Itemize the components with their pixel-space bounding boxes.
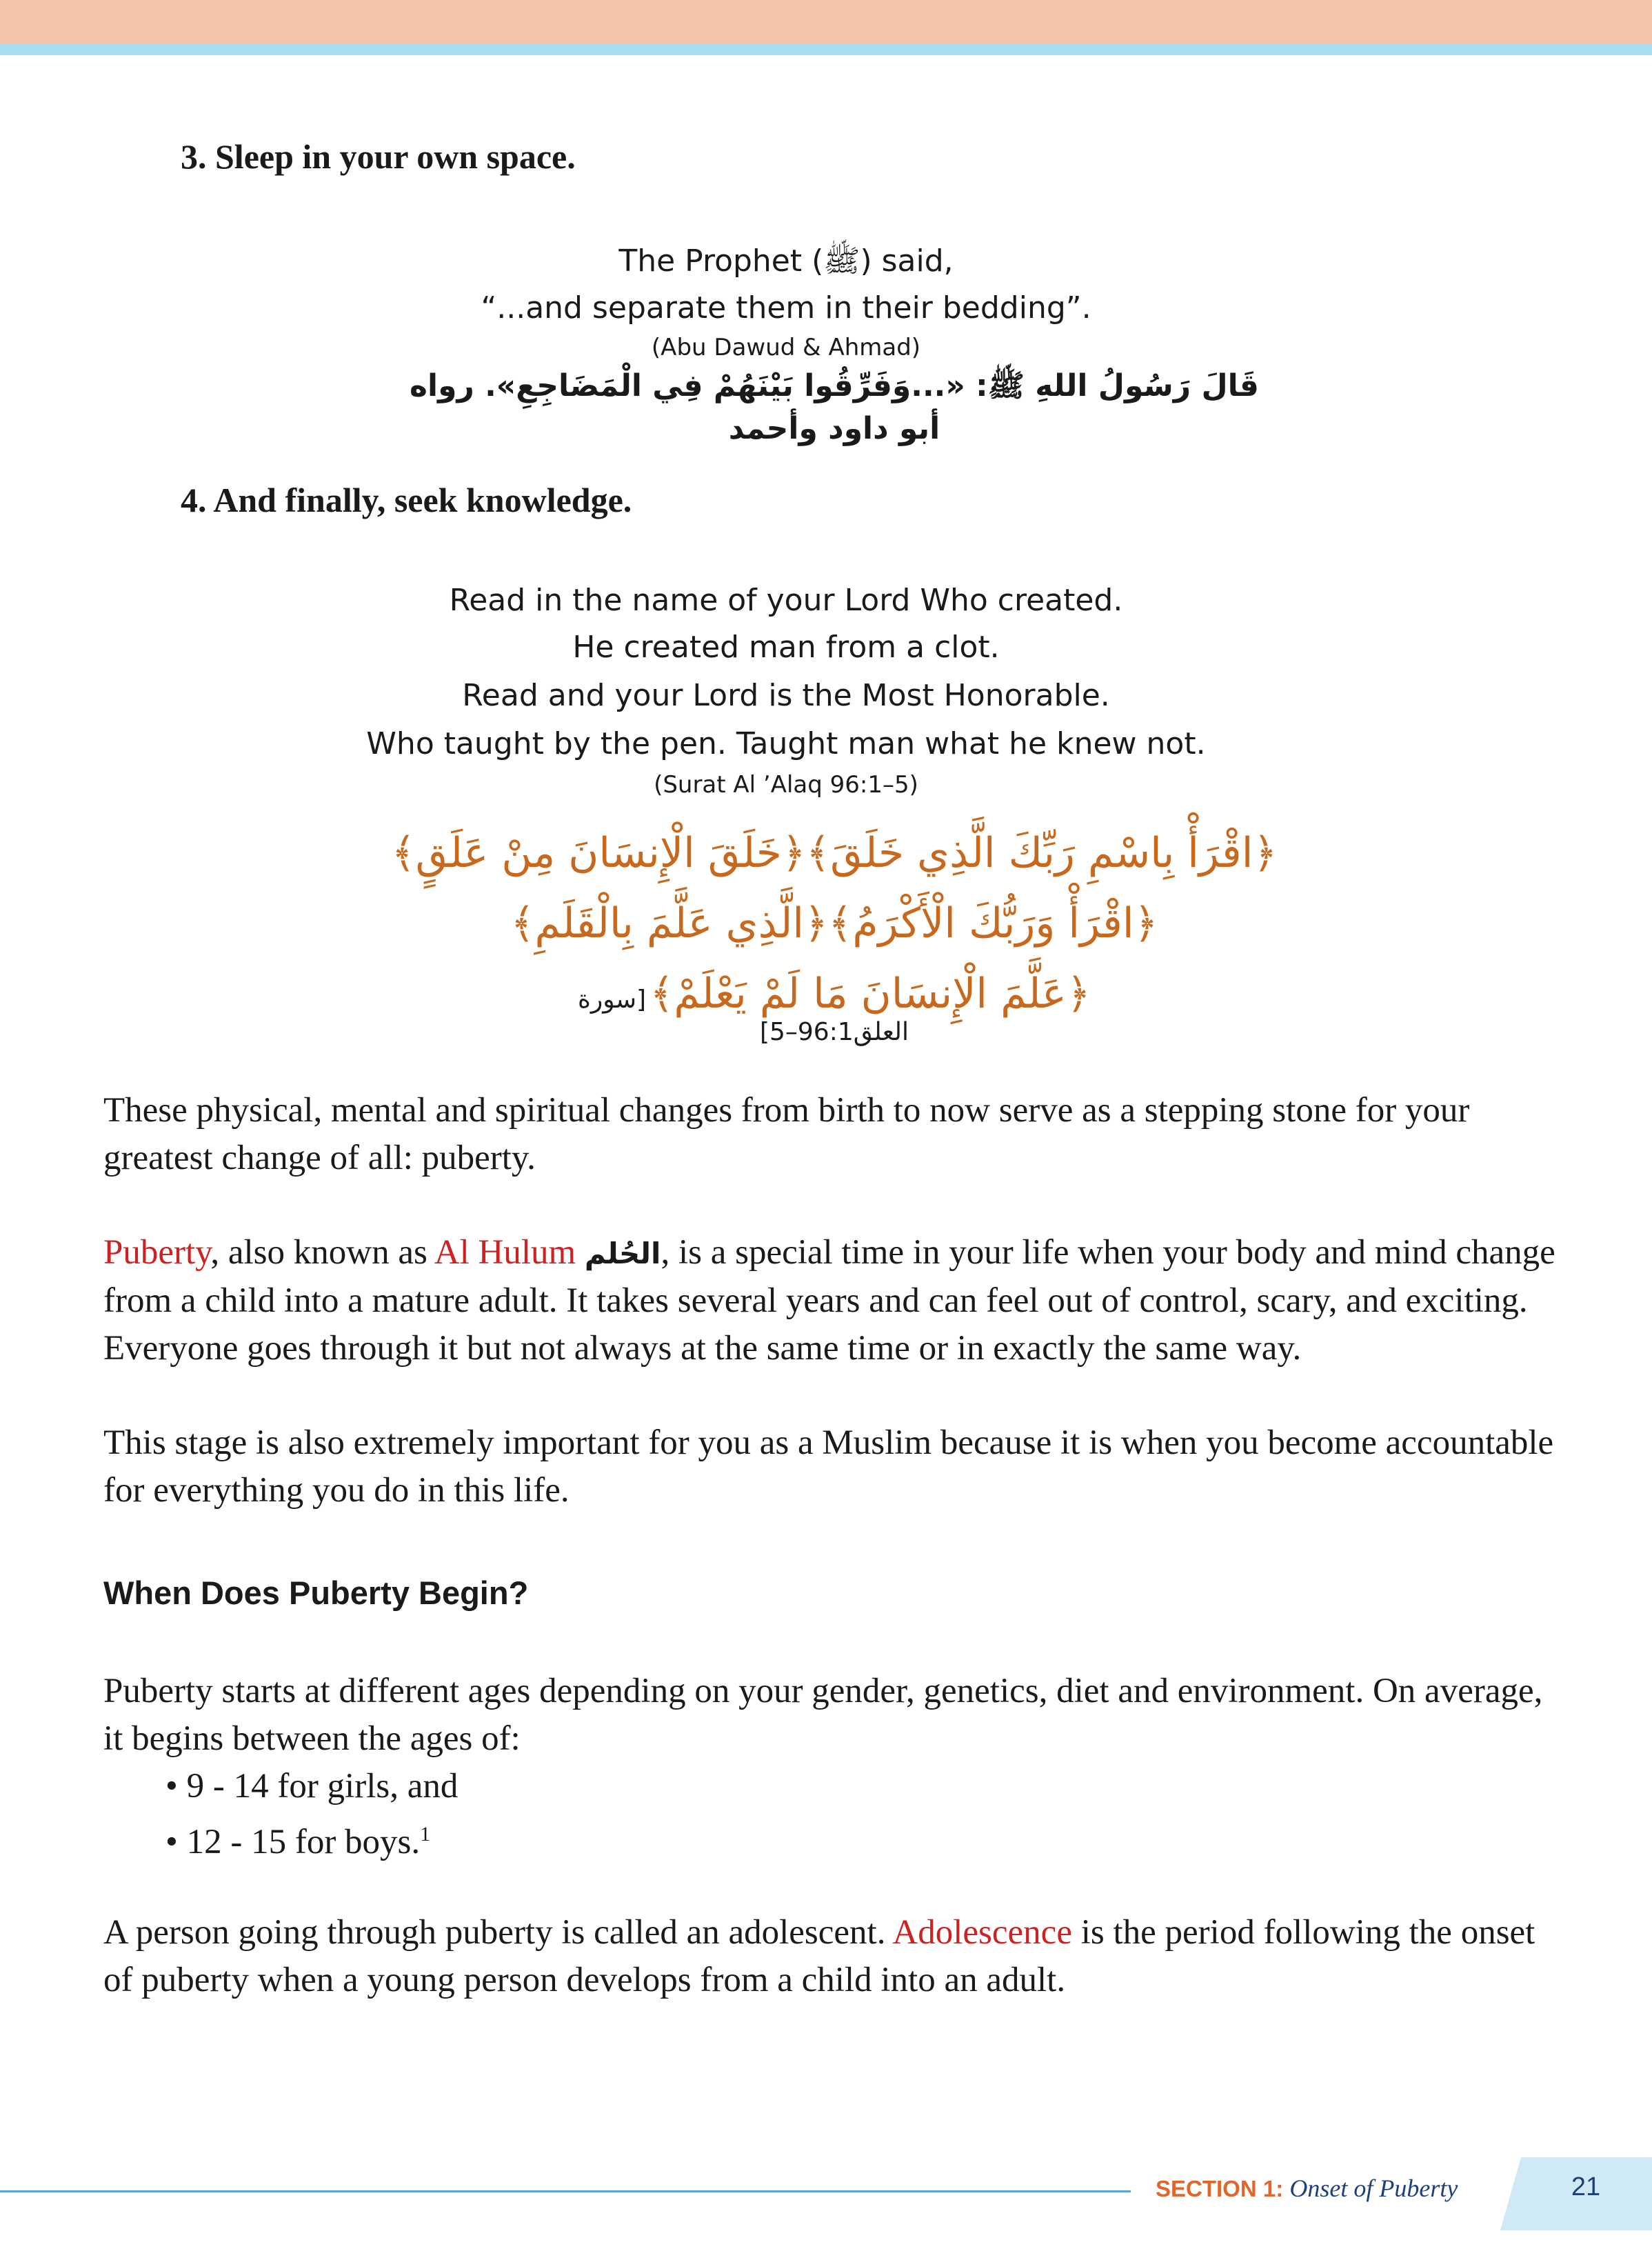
verse-line-2: He created man from a clot. xyxy=(572,630,1000,665)
term-puberty: Puberty xyxy=(103,1233,211,1272)
heading-knowledge: 4. And finally, seek knowledge. xyxy=(181,481,632,519)
verse-line-3: Read and your Lord is the Most Honorable. xyxy=(462,678,1110,713)
quran-arabic-reference: [سورة العلق96:1–5] xyxy=(578,986,909,1046)
footer-section-number: SECTION 1: xyxy=(1156,2176,1284,2201)
top-accent-line xyxy=(0,44,1652,55)
paragraph-changes: These physical, mental and spiritual changes from birth to now serve as a stepping stone for your greatest change of all: puberty. xyxy=(103,1091,1470,1177)
paragraph-stage: This stage is also extremely important for you as a Muslim because it is when you become accountable for everything you do in this life. xyxy=(103,1423,1554,1510)
heading-when-puberty-begins: When Does Puberty Begin? xyxy=(103,1574,529,1611)
heading-sleep: 3. Sleep in your own space. xyxy=(181,137,576,176)
paragraph-begin: Puberty starts at different ages depending on your gender, genetics, diet and environment. On average, it begins between the ages of: xyxy=(103,1672,1543,1758)
term-adolescence: Adolescence xyxy=(892,1913,1072,1952)
quran-arabic-line-3-row xyxy=(524,970,1145,1046)
adolescent-rest-text: is the period following the onset of puberty when a young person develops from a child into an adult. xyxy=(103,1913,1535,1999)
adolescent-start-text: A person going through puberty is called an adolescent. xyxy=(103,1913,893,1952)
footer-rule xyxy=(0,2190,1131,2192)
page-number: 21 xyxy=(1571,2172,1601,2201)
puberty-rest-text: , is a special time in your life when your body and mind change from a child into a mature adult. It takes several years and can feel out of control, scary, and exciting. Everyone goes through it but not always at the same time or in exactly the same way. xyxy=(103,1233,1555,1368)
list-item xyxy=(165,1810,458,1866)
puberty-mid-text: , also known as xyxy=(210,1233,434,1272)
age-boys: 12 - 15 for boys. xyxy=(186,1823,421,1861)
prophet-quote-line-1: The Prophet (ﷺ) said, xyxy=(618,243,954,279)
hadith-arabic: قَالَ رَسُولُ اللهِ ﷺ: «...وَفَرِّقُوا بَيْنَهُمْ فِي الْمَضَاجِعِ». رواه أبو داود وأحمد xyxy=(410,368,1259,446)
hadith-citation: (Abu Dawud & Ahmad) xyxy=(651,334,921,361)
verse-line-4: Who taught by the pen. Taught man what he knew not. xyxy=(366,726,1206,761)
top-color-band xyxy=(0,0,1652,44)
term-al-hulum: Al Hulum xyxy=(434,1233,576,1272)
verse-line-1: Read in the name of your Lord Who created. xyxy=(449,583,1123,618)
age-girls: 9 - 14 for girls, and xyxy=(186,1767,459,1806)
quran-arabic-line-2: ﴿اقْرَأْ وَرَبُّكَ الْأَكْرَمُ﴾﴿الَّذِي عَلَّمَ بِالْقَلَمِ﴾ xyxy=(510,899,1158,948)
prophet-quote-line-2: “...and separate them in their bedding”. xyxy=(481,290,1091,326)
footer-section-label xyxy=(1156,2174,1458,2203)
list-item xyxy=(165,1763,458,1810)
quran-arabic-line-3: ﴿عَلَّمَ الْإِنسَانَ مَا لَمْ يَعْلَمْ﴾ xyxy=(649,970,1091,1018)
age-list xyxy=(165,1763,458,1866)
paragraph-adolescent xyxy=(103,1909,1565,2004)
paragraph-puberty xyxy=(103,1229,1565,1372)
quran-arabic-line-1: ﴿اقْرَأْ بِاسْمِ رَبِّكَ الَّذِي خَلَقَ﴾﴿خَلَقَ الْإِنسَانَ مِنْ عَلَقٍ﴾ xyxy=(391,829,1278,877)
al-hulum-arabic: الحُلم xyxy=(584,1237,661,1270)
footnote-marker: 1 xyxy=(420,1823,431,1846)
footer-section-title: Onset of Puberty xyxy=(1289,2174,1458,2202)
quran-citation: (Surat Al ’Alaq 96:1–5) xyxy=(654,771,918,799)
